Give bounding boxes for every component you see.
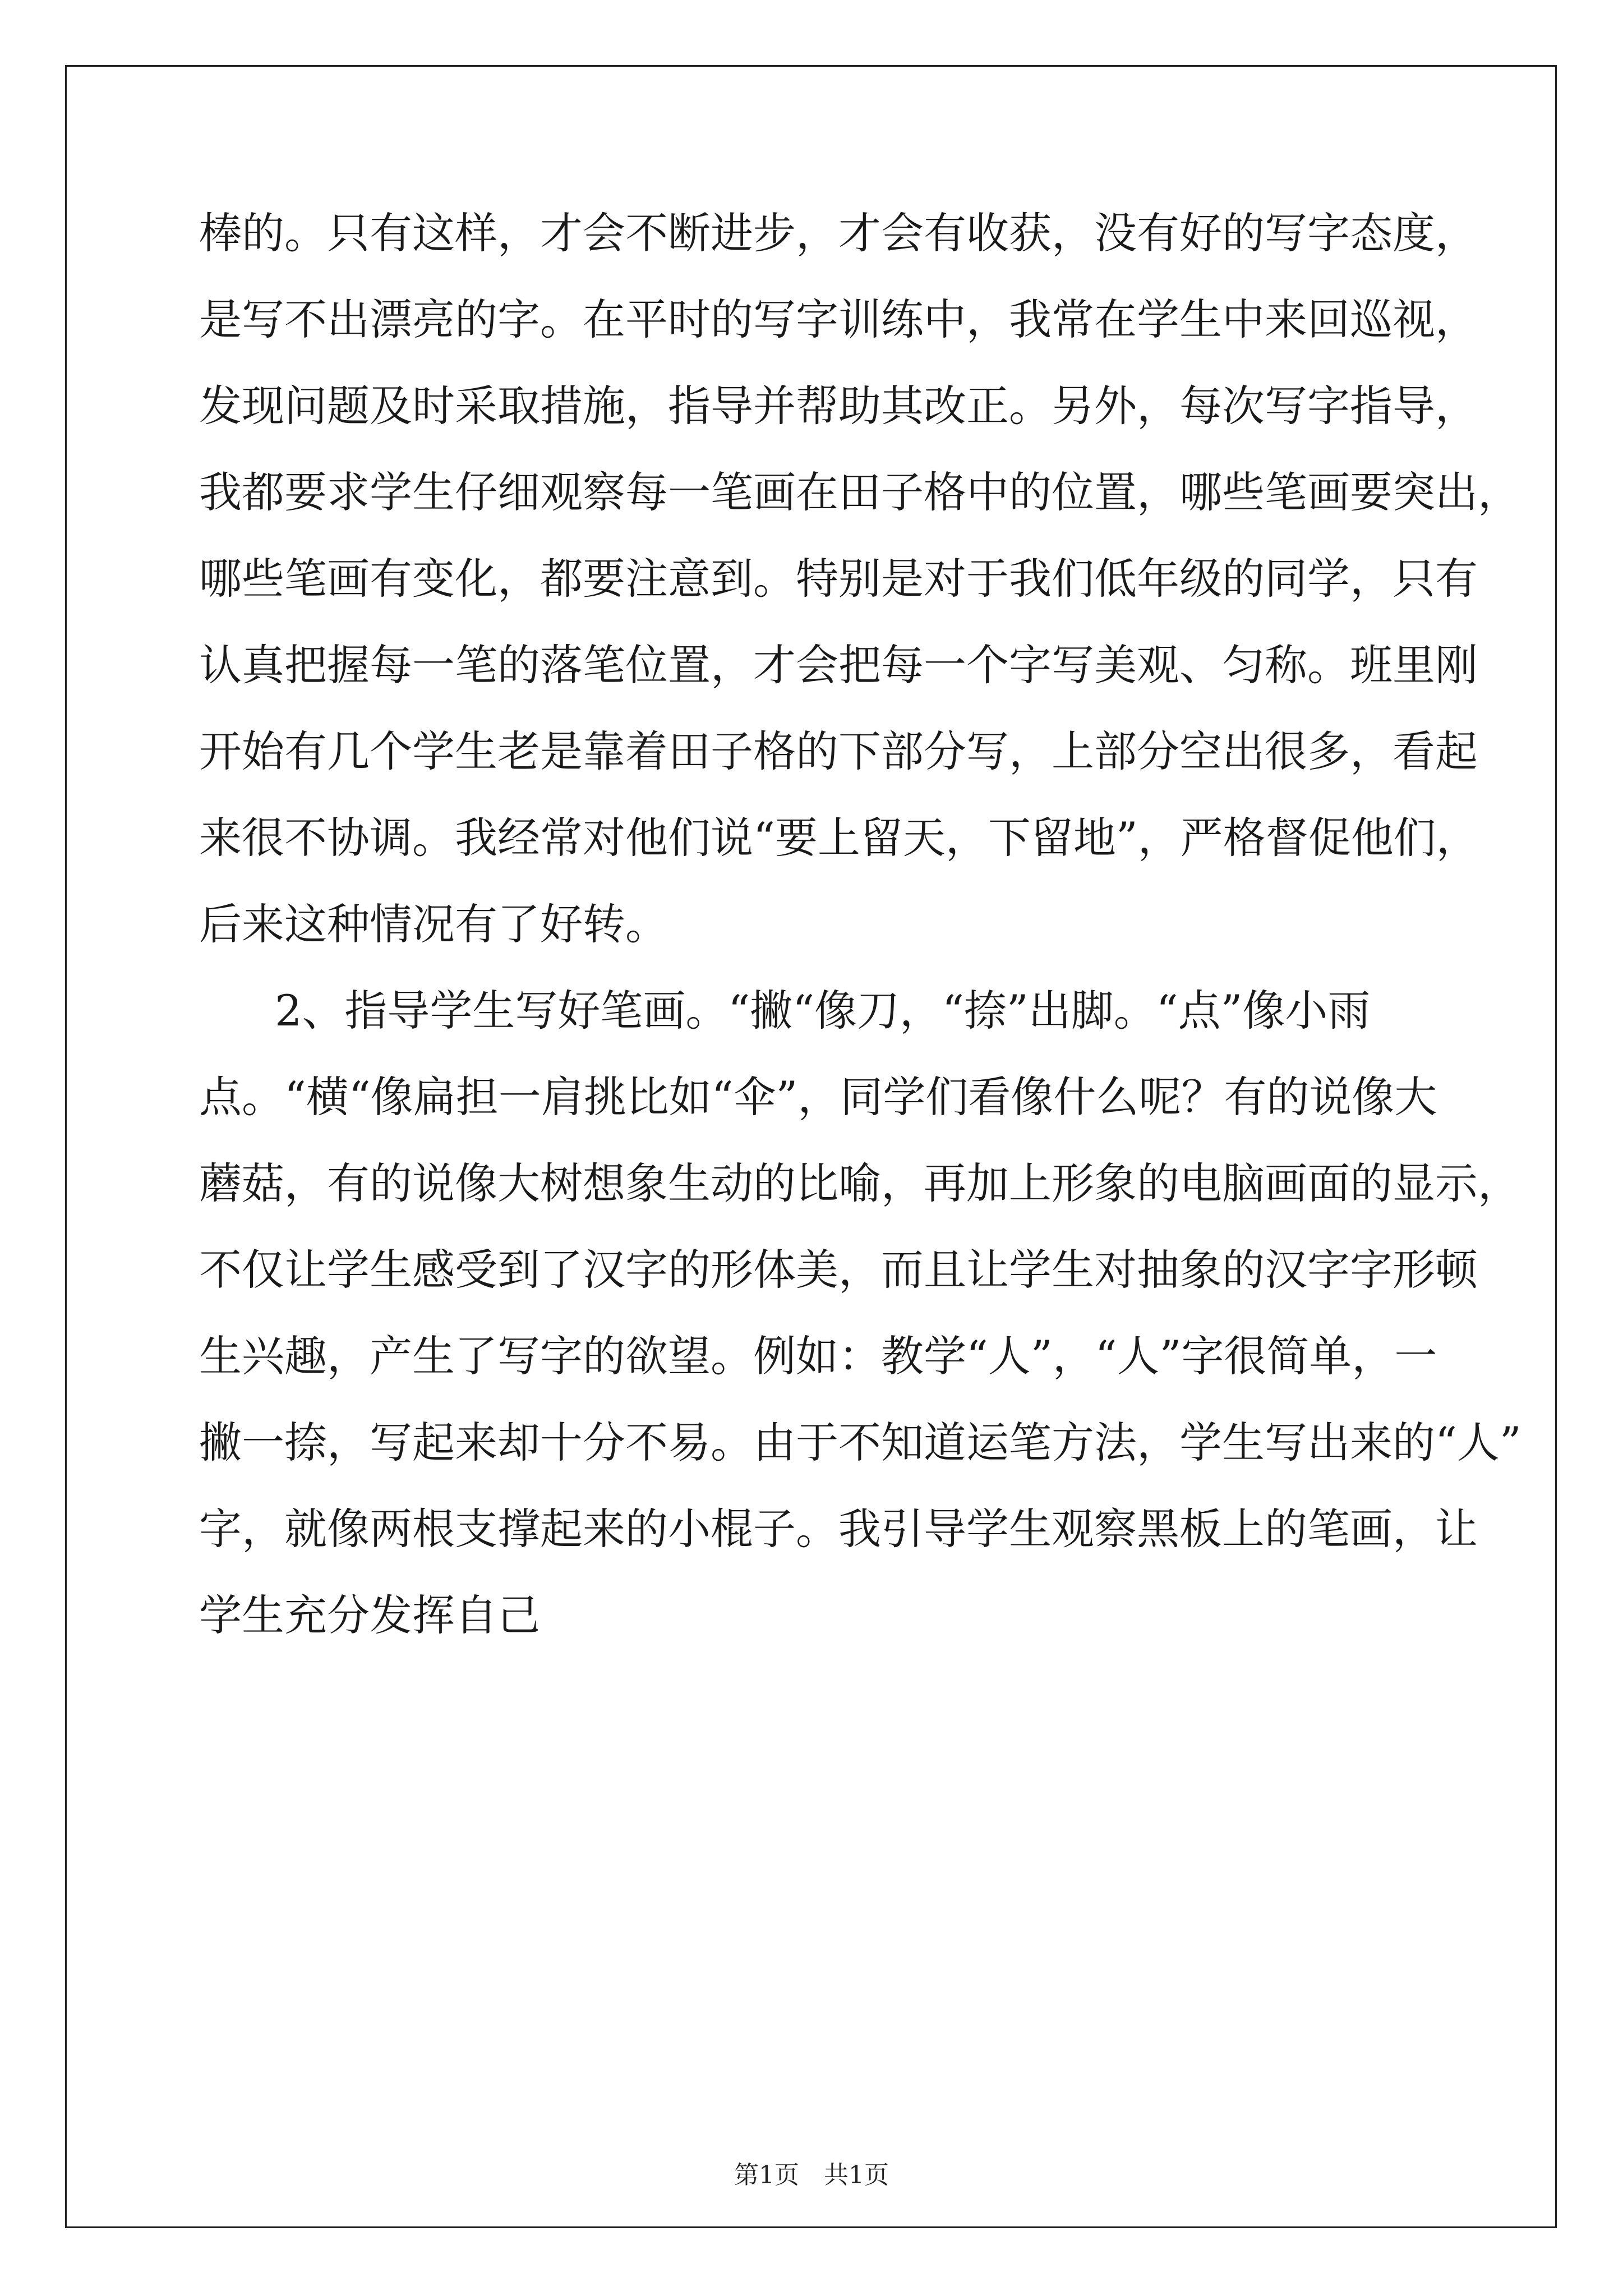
text-line: 撇一捺，写起来却十分不易。由于不知道运笔方法，学生写出来的“人” xyxy=(199,1418,1521,1467)
text-line: 后来这种情况有了好转。 xyxy=(199,899,668,949)
text-line: 来很不协调。我经常对他们说“要上留天，下留地”，严格督促他们， xyxy=(199,813,1479,863)
text-line: 生兴趣，产生了写字的欲望。例如：教学“人”，“人”字很简单，一 xyxy=(199,1331,1437,1381)
text-line: 发现问题及时采取措施，指导并帮助其改正。另外，每次写字指导， xyxy=(199,381,1478,431)
text-line: 开始有几个学生老是靠着田子格的下部分写，上部分空出很多，看起 xyxy=(199,726,1478,776)
text-line: 2、指导学生写好笔画。“撇“像刀，“捺”出脚。“点”像小雨 xyxy=(275,986,1371,1036)
page-footer: 第1页 共1页 xyxy=(734,2161,889,2189)
text-line: 棒的。只有这样，才会不断进步，才会有收获，没有好的写字态度， xyxy=(199,208,1478,258)
text-line: 不仅让学生感受到了汉字的形体美，而且让学生对抽象的汉字字形顿 xyxy=(199,1245,1478,1295)
text-line: 哪些笔画有变化，都要注意到。特别是对于我们低年级的同学，只有 xyxy=(199,554,1478,604)
text-line: 是写不出漂亮的字。在平时的写字训练中，我常在学生中来回巡视， xyxy=(199,295,1478,344)
text-line: 我都要求学生仔细观察每一笔画在田子格中的位置，哪些笔画要突出， xyxy=(199,467,1520,517)
text-line: 认真把握每一笔的落笔位置，才会把每一个字写美观、匀称。班里刚 xyxy=(199,640,1478,690)
text-line: 点。“横“像扁担一肩挑比如“伞”，同学们看像什么呢？有的说像大 xyxy=(199,1072,1437,1122)
text-line: 学生充分发挥自己 xyxy=(199,1590,540,1640)
text-line: 字，就像两根支撑起来的小棍子。我引导学生观察黑板上的笔画，让 xyxy=(199,1504,1478,1554)
text-line: 蘑菇，有的说像大树想象生动的比喻，再加上形象的电脑画面的显示， xyxy=(199,1158,1520,1208)
